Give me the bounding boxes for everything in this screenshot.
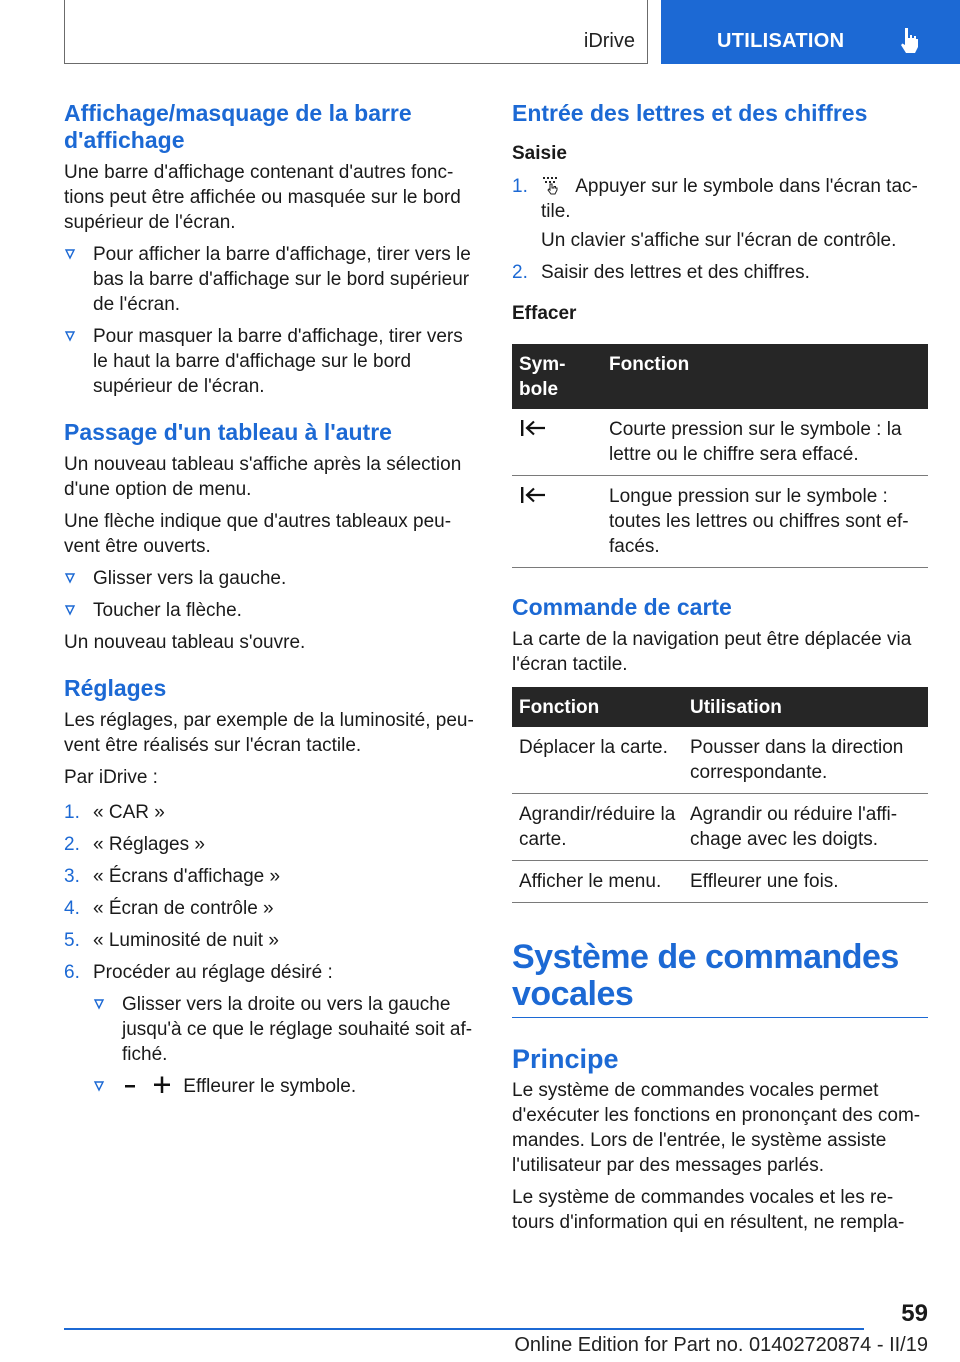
table-cell: Effleurer une fois. [683,861,928,903]
bullet-text: Pour afficher la barre d'affichage, tirer vers le bas la barre d'affichage sur le bord supérieur de l'écran. [93,244,471,315]
section-title: Réglages [64,675,167,701]
subsection-title: Saisie [512,143,567,164]
map-table [512,687,928,903]
triangle-bullet-icon [64,601,76,619]
paragraph: Les réglages, par exemple de la luminosité, peu-vent être réalisés sur l'écran tactile. [64,710,474,756]
step-number: 3. [64,866,80,887]
section-title: Commande de carte [512,594,732,620]
step-text: « Écran de contrôle » [93,898,274,919]
table-cell: Longue pression sur le symbole : toutes les lettres ou chiffres sont ef-facés. [602,476,928,568]
table-row [512,727,928,794]
bullet-text: Glisser vers la droite ou vers la gauche jusqu'à ce que le réglage souhaité soit af-fiché. [122,994,473,1065]
triangle-bullet-icon [64,569,76,587]
bullet-item [64,598,480,623]
paragraph: Le système de commandes vocales et les re-tours d'information qui en résultent, ne rempla- [512,1187,905,1233]
table-header: Fonction [602,344,928,409]
footer-divider [64,1328,864,1330]
chapter-title: Système de commandes vocales [512,939,928,1018]
right-column [512,100,928,1242]
table-cell: Pousser dans la direction correspondante. [683,727,928,794]
table-row [512,861,928,903]
paragraph: La carte de la navigation peut être déplacée via l'écran tactile. [512,629,912,675]
bullet-text: Toucher la flèche. [93,600,242,621]
step-item [512,174,928,224]
paragraph: Un clavier s'affiche sur l'écran de contrôle. [541,230,897,251]
step-number: 2. [512,262,528,283]
plus-icon [152,1075,172,1095]
triangle-bullet-icon [64,327,76,345]
step-text: Procéder au réglage désiré : [93,962,333,983]
section-title: Principe [512,1044,619,1074]
triangle-bullet-icon [64,245,76,263]
paragraph: Par iDrive : [64,767,158,788]
step-text: Appuyer sur le symbole dans l'écran tac-tile. [541,176,918,222]
step-text: « Écrans d'affichage » [93,866,281,887]
step-item [64,896,480,921]
step-item [512,260,928,285]
bullet-item [64,242,480,317]
step-number: 2. [64,834,80,855]
section-title: Affichage/masquage de la barre d'affichage [64,100,412,153]
step-item [64,864,480,889]
triangle-bullet-icon [93,1077,105,1095]
table-cell: Agrandir ou réduire l'affi-chage avec les doigts. [683,794,928,861]
table-header: Fonction [512,687,683,727]
table-cell: Afficher le menu. [512,861,683,903]
bullet-text: Effleurer le symbole. [183,1076,357,1097]
header-chapter-tab [661,0,960,64]
footer-edition: Online Edition for Part no. 01402720874 - II/19 [514,1334,928,1356]
step-text: Saisir des lettres et des chiffres. [541,262,810,283]
step-text: « Réglages » [93,834,205,855]
step-item [64,928,480,953]
table-header-row [512,344,928,409]
table-cell: Courte pression sur le symbole : la lettre ou le chiffre sera effacé. [602,409,928,476]
step-number: 4. [64,898,80,919]
paragraph: Un nouveau tableau s'ouvre. [64,632,306,653]
minus-icon [122,1077,140,1095]
triangle-bullet-icon [93,995,105,1013]
sub-bullet-item [93,1074,480,1099]
table-cell: Déplacer la carte. [512,727,683,794]
bullet-item [64,324,480,399]
step-number: 1. [64,802,80,823]
effacer-table [512,344,928,568]
step-text: « CAR » [93,802,165,823]
bullet-text: Pour masquer la barre d'affichage, tirer vers le haut la barre d'affichage sur le bord supérieur de l'écran. [93,326,463,397]
table-row [512,476,928,568]
paragraph: Une flèche indique que d'autres tableaux peu-vent être ouverts. [64,511,452,557]
step-item [64,800,480,825]
bullet-item [64,566,480,591]
keyboard-icon [541,175,563,195]
table-row [512,794,928,861]
section-title: Entrée des lettres et des chiffres [512,100,868,126]
section-title: Passage d'un tableau à l'autre [64,419,392,445]
step-number: 6. [64,962,80,983]
table-row [512,409,928,476]
bullet-text: Glisser vers la gauche. [93,568,287,589]
step-number: 5. [64,930,80,951]
table-header: Sym-bole [512,344,602,409]
header-chapter-title: UTILISATION [717,30,845,52]
table-cell: Agrandir/réduire la carte. [512,794,683,861]
page-number: 59 [901,1300,928,1327]
paragraph: Une barre d'affichage contenant d'autres fonc-tions peut être affichée ou masquée sur le bord supérieur de l'écran. [64,162,461,233]
subsection-title: Effacer [512,303,577,324]
touch-hand-icon [897,26,921,54]
step-item [64,832,480,857]
paragraph: Le système de commandes vocales permet d'exécuter les fonctions en prononçant des com-mandes. Lors de l'entrée, le système assiste l'utilisateur par des messages parlés. [512,1080,921,1176]
table-header-row [512,687,928,727]
step-item [64,960,480,985]
delete-back-icon [519,417,549,439]
table-header: Utilisation [683,687,928,727]
left-column [64,100,480,1106]
step-number: 1. [512,176,528,197]
header-section-box [64,0,648,64]
header-section-title: iDrive [583,30,635,52]
step-text: « Luminosité de nuit » [93,930,279,951]
table-cell-icon [512,476,602,568]
sub-bullet-item [93,992,480,1067]
delete-back-icon [519,484,549,506]
table-cell-icon [512,409,602,476]
paragraph: Un nouveau tableau s'affiche après la sélection d'une option de menu. [64,454,462,500]
